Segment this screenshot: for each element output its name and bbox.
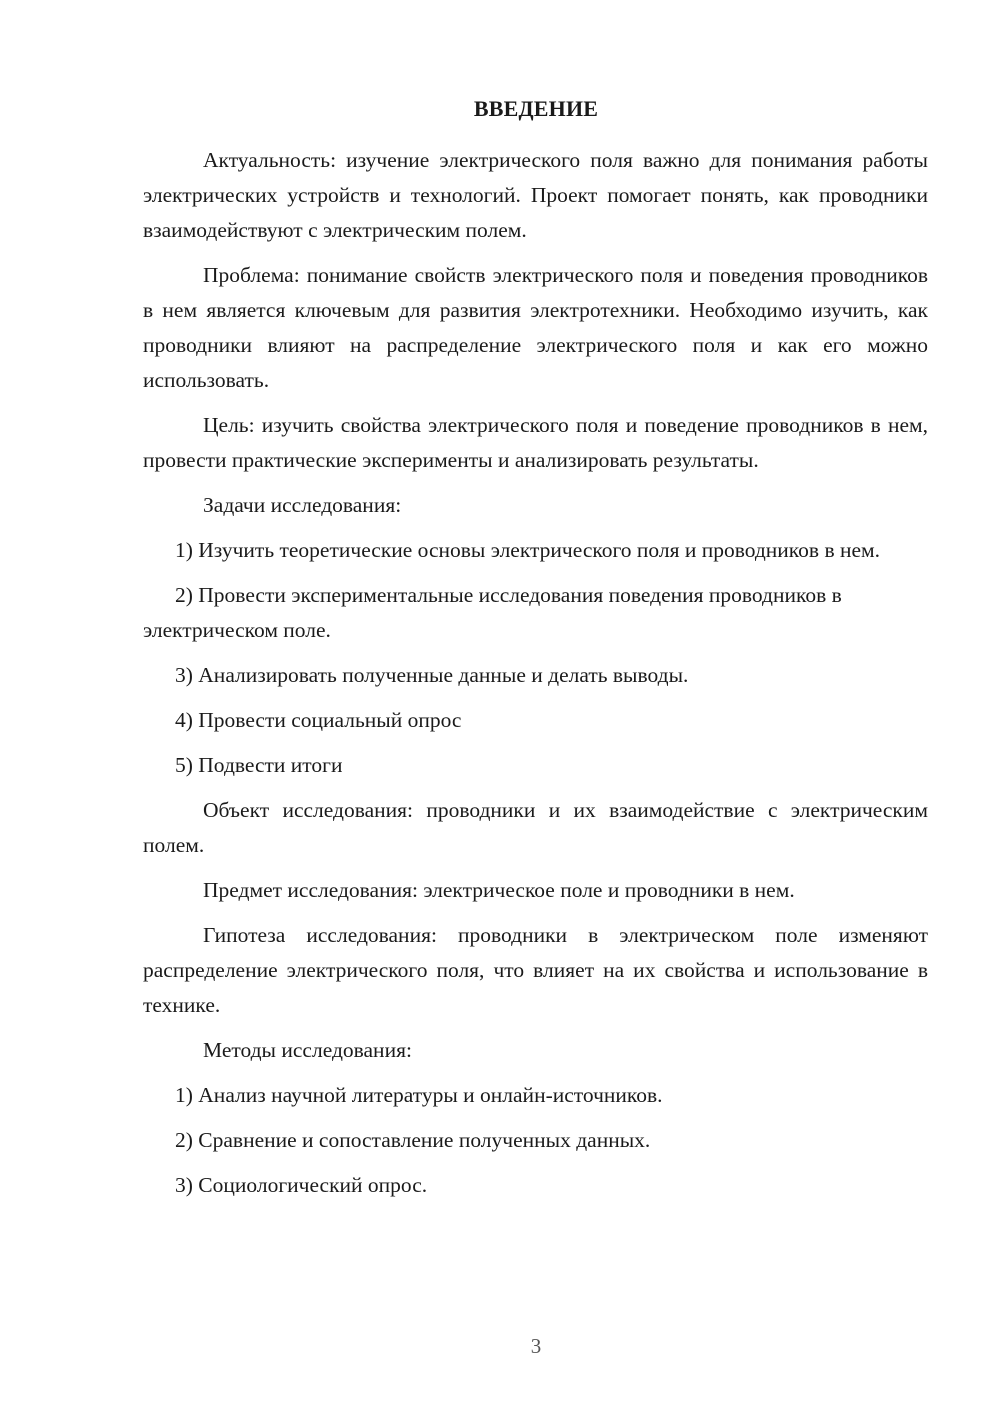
problem-paragraph: Проблема: понимание свойств электрического поля и поведения проводников в нем является ключевым для развития электротехники. Необходимо изучить, как проводники влияют на распределение электрического поля и как его можно использовать. (143, 263, 928, 392)
document-body (143, 143, 928, 1203)
task-item-1: 1) Изучить теоретические основы электрического поля и проводников в нем. (175, 538, 880, 562)
object-paragraph: Объект исследования: проводники и их взаимодействие с электрическим полем. (143, 798, 928, 857)
task-item-5: 5) Подвести итоги (175, 753, 343, 777)
method-item-1: 1) Анализ научной литературы и онлайн-источников. (175, 1083, 663, 1107)
subject-paragraph: Предмет исследования: электрическое поле и проводники в нем. (203, 878, 795, 902)
task-item-2: 2) Провести экспериментальные исследования поведения проводников в электрическом поле. (143, 583, 842, 642)
task-item-4: 4) Провести социальный опрос (175, 708, 462, 732)
relevance-paragraph: Актуальность: изучение электрического поля важно для понимания работы электрических устройств и технологий. Проект помогает понять, как проводники взаимодействуют с электрическим полем. (143, 148, 928, 242)
method-item-2: 2) Сравнение и сопоставление полученных данных. (175, 1128, 651, 1152)
goal-paragraph: Цель: изучить свойства электрического поля и поведение проводников в нем, провести практические эксперименты и анализировать результаты. (143, 413, 928, 472)
page-title: ВВЕДЕНИЕ (473, 96, 599, 121)
methods-heading: Методы исследования: (203, 1038, 412, 1062)
hypothesis-paragraph: Гипотеза исследования: проводники в электрическом поле изменяют распределение электрического поля, что влияет на их свойства и использование в технике. (143, 923, 928, 1017)
tasks-heading: Задачи исследования: (203, 493, 402, 517)
page-number: 3 (530, 1334, 542, 1358)
method-item-3: 3) Социологический опрос. (175, 1173, 428, 1197)
task-item-3: 3) Анализировать полученные данные и делать выводы. (175, 663, 689, 687)
